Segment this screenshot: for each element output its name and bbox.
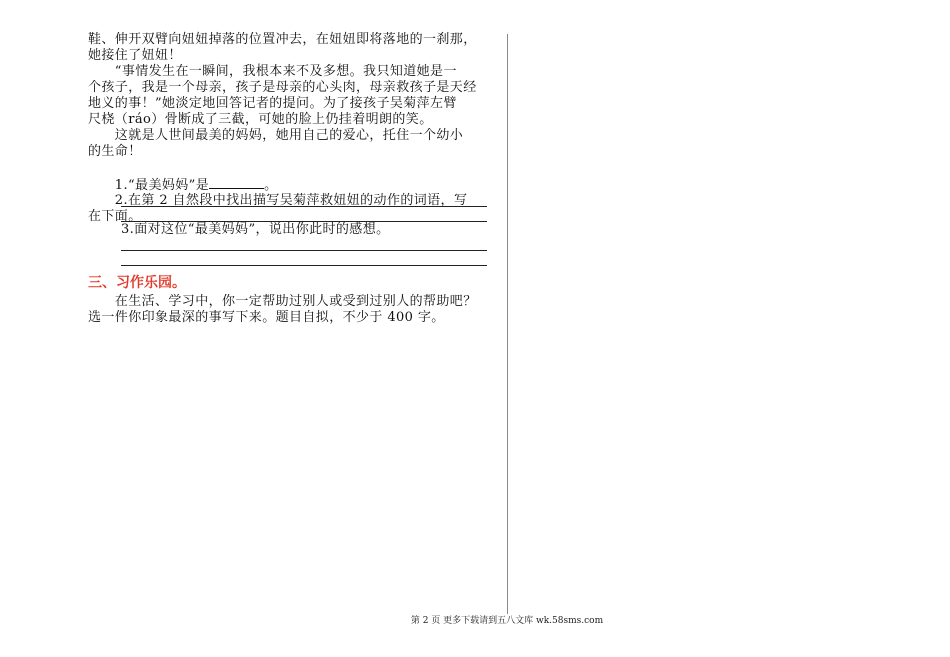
column-divider — [507, 34, 508, 614]
question-3: 3.面对这位“最美妈妈”，说出你此时的感想。 — [121, 222, 390, 237]
answer-line-q3-2[interactable] — [121, 265, 487, 266]
story-line-6: 尺桡（ráo）骨断成了三截，可她的脸上仍挂着明朗的笑。 — [88, 112, 433, 127]
story-line-8: 的生命！ — [88, 144, 142, 159]
story-line-3: “事情发生在一瞬间，我根本来不及多想。我只知道她是一 — [88, 64, 457, 79]
section-3-title: 三、习作乐园。 — [88, 275, 186, 291]
question-1-text: 1.“最美妈妈”是 — [88, 178, 210, 193]
writing-prompt-line-1: 在生活、学习中，你一定帮助过别人或受到过别人的帮助吧？ — [88, 294, 477, 309]
answer-blank[interactable] — [209, 177, 264, 189]
question-1 — [88, 177, 278, 194]
story-line-7: 这就是人世间最美的妈妈，她用自己的爱心，托住一个幼小 — [88, 128, 464, 143]
story-line-2: 她接住了妞妞！ — [88, 48, 182, 63]
question-2-line-1: 2.在第 2 自然段中找出描写吴菊萍救妞妞的动作的词语，写 — [88, 193, 468, 208]
answer-line-q3-1[interactable] — [121, 250, 487, 251]
story-line-1: 鞋、伸开双臂向妞妞掉落的位置冲去，在妞妞即将落地的一刹那， — [88, 32, 477, 47]
question-2-line-2: 在下面。 — [88, 209, 142, 224]
question-1-end: 。 — [264, 178, 278, 193]
writing-prompt-line-2: 选一件你印象最深的事写下来。题目自拟，不少于 400 字。 — [88, 310, 445, 325]
story-line-5: 地义的事！”她淡定地回答记者的提问。为了接孩子吴菊萍左臂 — [88, 96, 457, 111]
answer-line-q2-1[interactable] — [121, 206, 487, 207]
story-line-4: 个孩子，我是一个母亲，孩子是母亲的心头肉，母亲救孩子是天经 — [88, 80, 477, 95]
page-footer: 第 2 页 更多下载请到五八文库 wk.58sms.com — [410, 616, 604, 626]
